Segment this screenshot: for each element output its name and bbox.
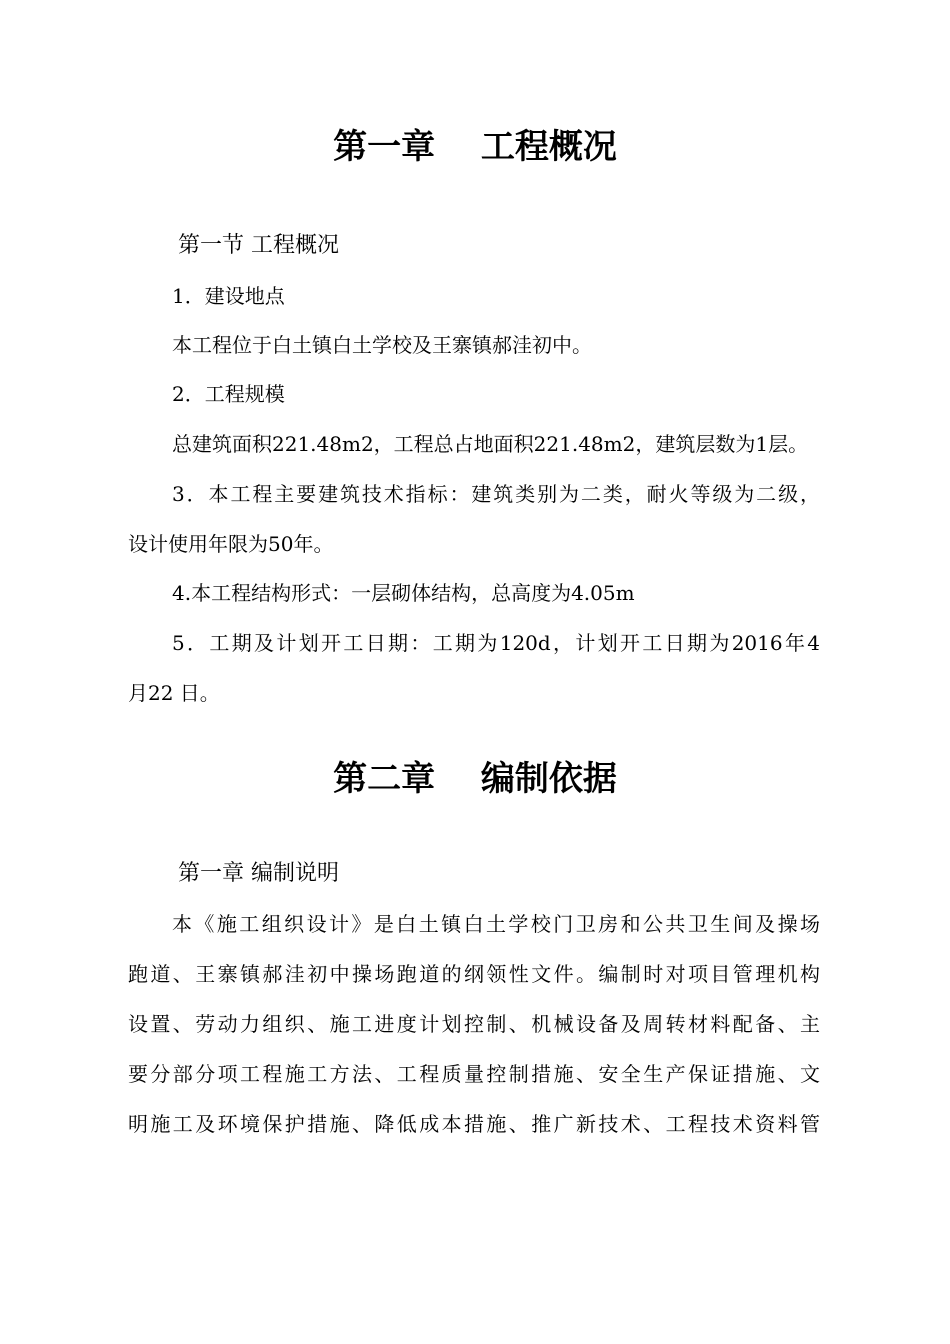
item-2-label: 2．工程规模 [172, 382, 285, 406]
chapter-1-title: 第一章 工程概况 [333, 127, 617, 167]
item-2-text: 总建筑面积221.48m2，工程总占地面积221.48m2，建筑层数为1层。 [172, 432, 809, 456]
item-3-line-2: 设计使用年限为50年。 [128, 532, 334, 556]
item-5-line-2: 月22 日。 [128, 681, 220, 705]
paragraph-line: 本《施工组织设计》是白土镇白土学校门卫房和公共卫生间及操场 [172, 912, 820, 936]
chapter-1-section-1-heading: 第一节 工程概况 [178, 233, 339, 258]
item-1-text: 本工程位于白土镇白土学校及王寨镇郝洼初中。 [172, 333, 592, 357]
chapter-2-title: 第二章 编制依据 [333, 759, 617, 799]
paragraph-line: 明施工及环境保护措施、降低成本措施、推广新技术、工程技术资料管 [128, 1112, 820, 1136]
paragraph-line: 跑道、王寨镇郝洼初中操场跑道的纲领性文件。编制时对项目管理机构 [128, 962, 820, 986]
paragraph-line: 要分部分项工程施工方法、工程质量控制措施、安全生产保证措施、文 [128, 1062, 820, 1086]
chapter-2-section-1-heading: 第一章 编制说明 [178, 861, 339, 886]
item-4-text: 4.本工程结构形式：一层砌体结构，总高度为4.05m [172, 581, 635, 605]
paragraph-line: 设置、劳动力组织、施工进度计划控制、机械设备及周转材料配备、主 [128, 1012, 820, 1036]
item-3-line-1: 3．本工程主要建筑技术指标：建筑类别为二类，耐火等级为二级， [172, 482, 820, 506]
item-1-label: 1．建设地点 [172, 284, 285, 308]
item-5-line-1: 5．工期及计划开工日期：工期为120d，计划开工日期为2016年4 [172, 631, 820, 655]
